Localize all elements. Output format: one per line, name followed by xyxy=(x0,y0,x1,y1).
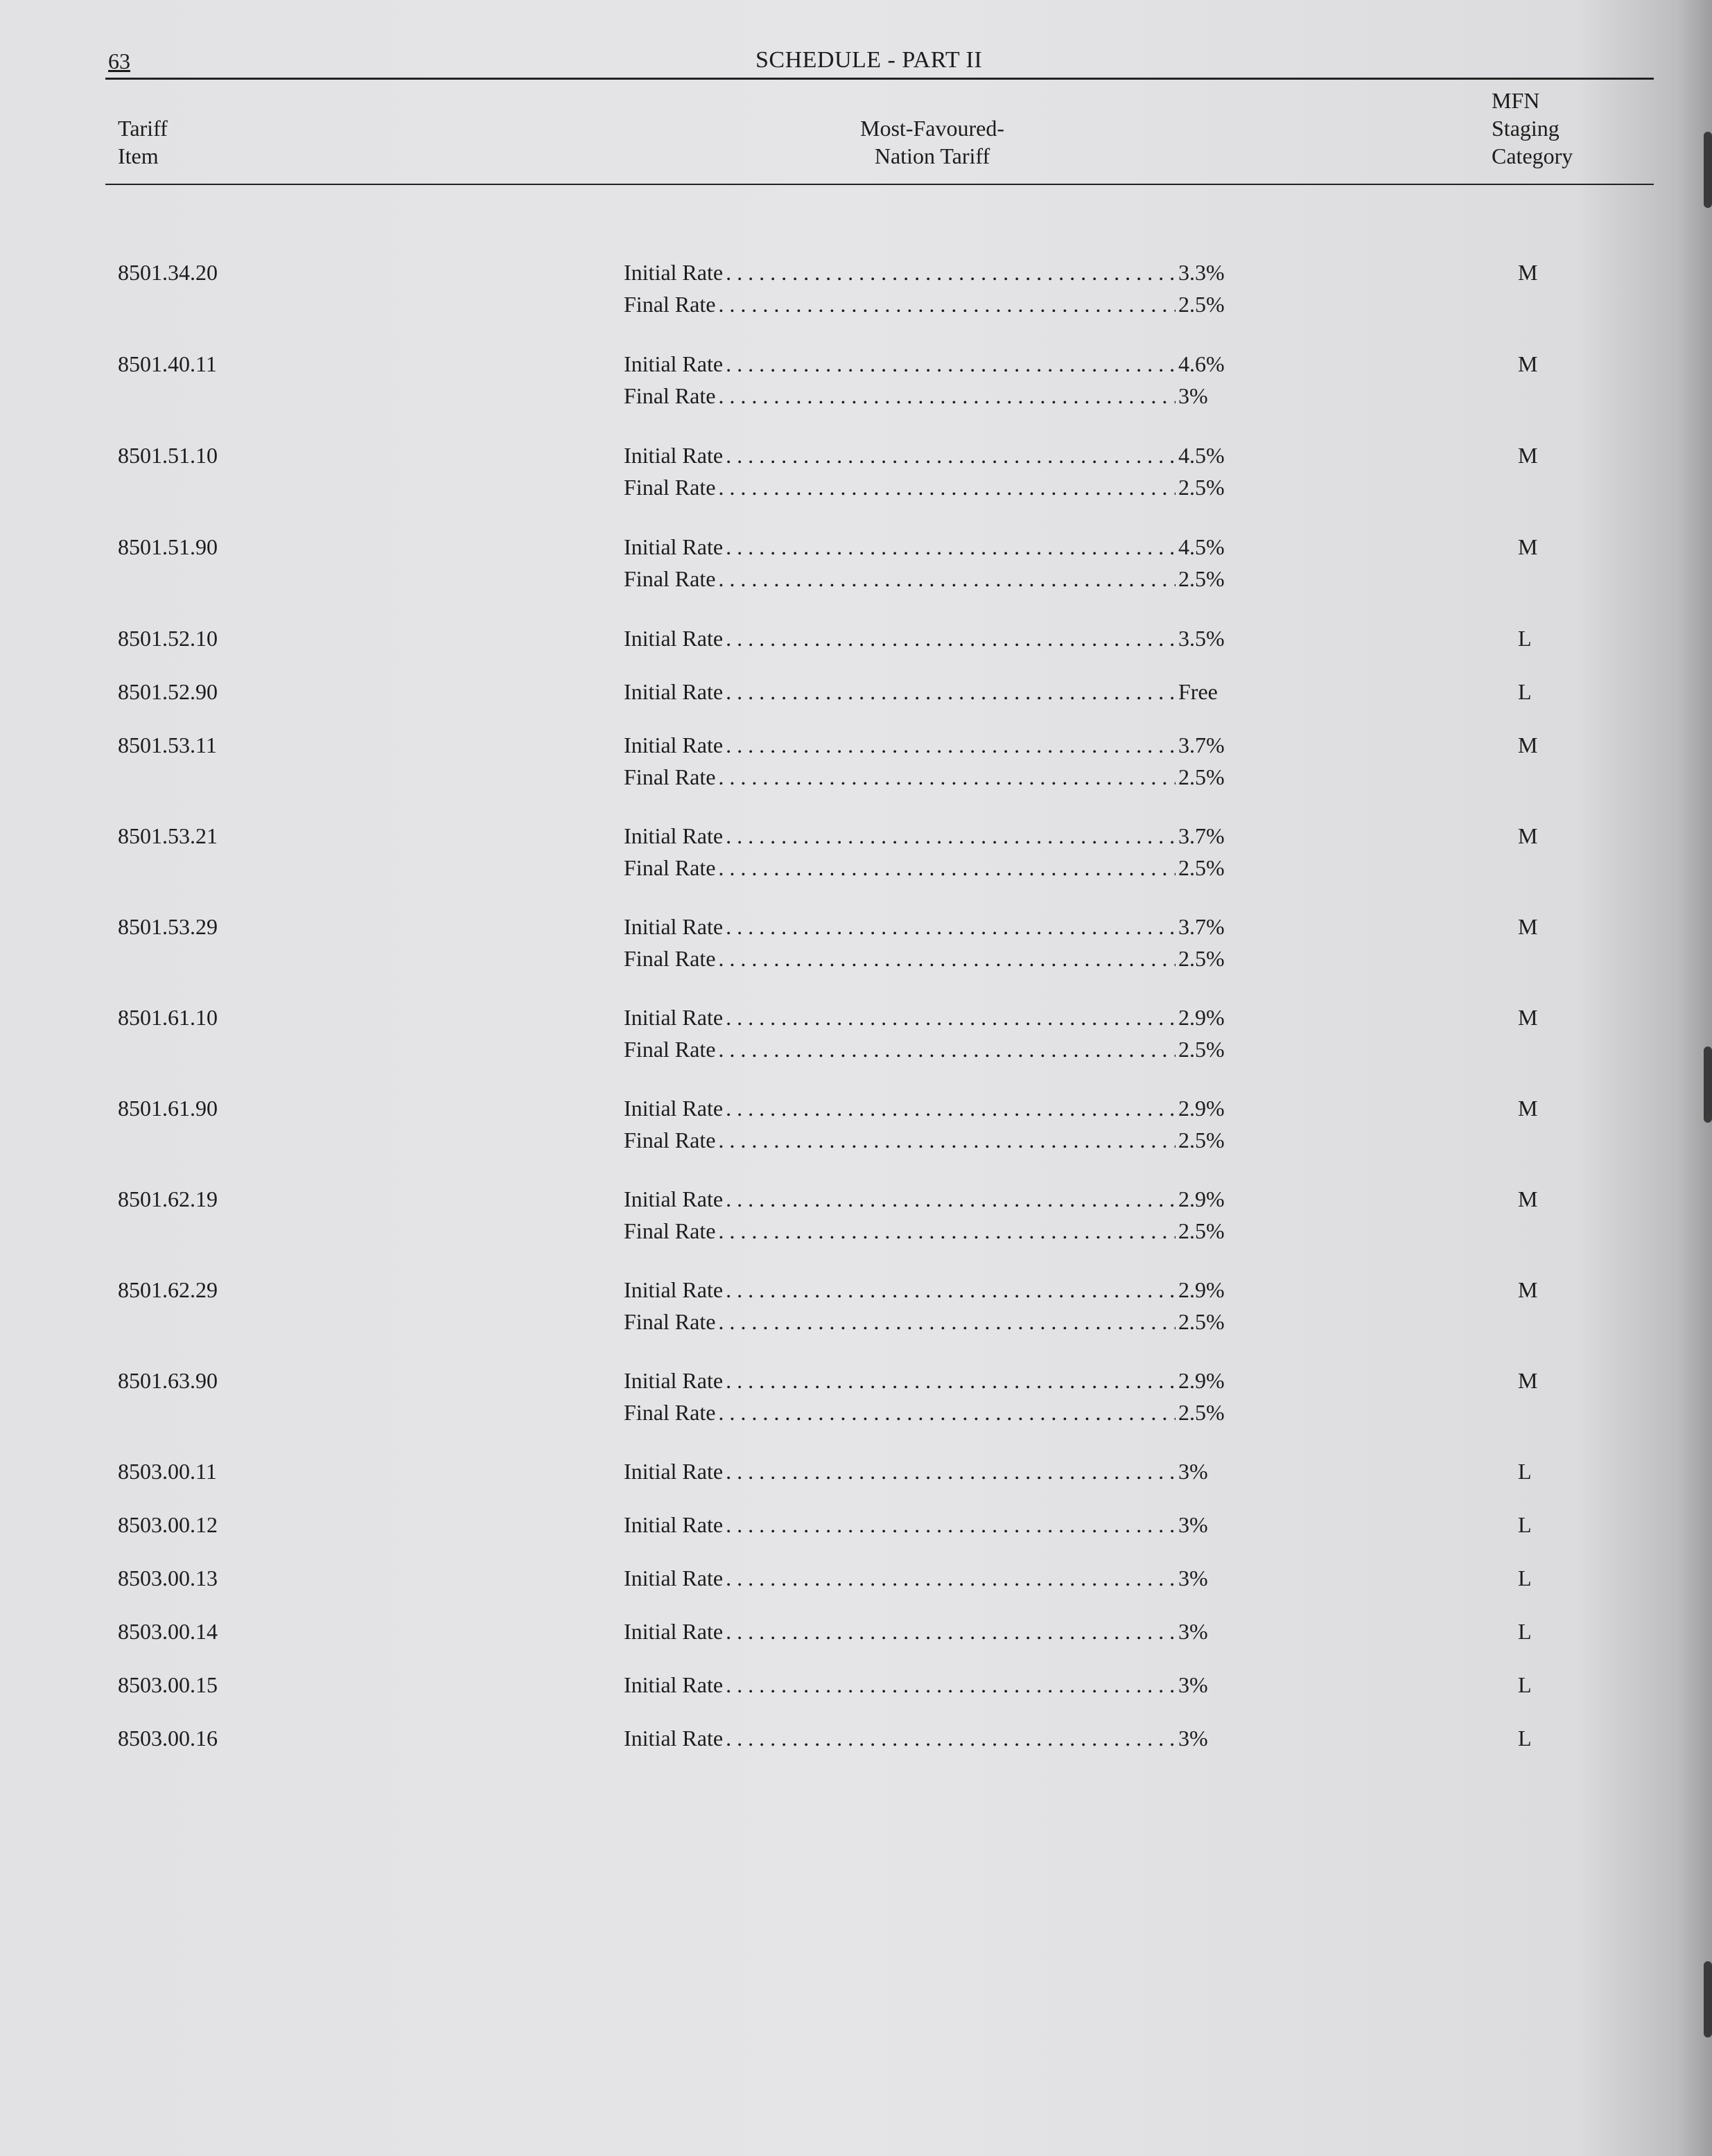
header-rule-top xyxy=(105,78,1654,80)
table-row xyxy=(0,258,1712,342)
page-number: 63 xyxy=(108,49,130,73)
initial-rate-line xyxy=(624,1276,1234,1304)
dot-leader xyxy=(718,1308,1176,1335)
tariff-item-code: 8501.61.90 xyxy=(118,1096,218,1121)
initial-rate-line xyxy=(624,913,1234,940)
tariff-item-code: 8503.00.13 xyxy=(118,1566,218,1590)
rate-value: 3% xyxy=(1178,1672,1208,1697)
rate-value: 3% xyxy=(1178,1619,1208,1644)
initial-rate-line xyxy=(624,258,1234,286)
dot-leader xyxy=(726,258,1176,286)
rate-value: 2.5% xyxy=(1178,475,1225,500)
column-header-mfn-tariff xyxy=(853,114,1012,170)
table-row xyxy=(0,913,1712,996)
column-header-line: Item xyxy=(118,143,159,168)
rate-value: 2.5% xyxy=(1178,1037,1225,1062)
rate-label: Initial Rate xyxy=(624,1368,724,1393)
tariff-item-code: 8503.00.16 xyxy=(118,1726,218,1751)
tariff-item-code: 8501.53.11 xyxy=(118,733,217,757)
tariff-item-code: 8501.62.19 xyxy=(118,1186,218,1211)
staging-category: M xyxy=(1518,1368,1538,1393)
dot-leader xyxy=(726,1671,1176,1699)
tariff-item-code: 8501.40.11 xyxy=(118,351,217,376)
staging-category: L xyxy=(1518,1619,1532,1644)
table-row xyxy=(0,1185,1712,1268)
rate-label: Initial Rate xyxy=(624,1512,724,1537)
final-rate-line xyxy=(624,763,1234,791)
rate-label: Initial Rate xyxy=(624,823,724,848)
rate-label: Initial Rate xyxy=(624,1186,724,1211)
dot-leader xyxy=(726,1724,1176,1752)
rate-value: 3.5% xyxy=(1178,626,1225,651)
dot-leader xyxy=(718,1035,1176,1063)
initial-rate-line xyxy=(624,1724,1234,1752)
rate-label: Final Rate xyxy=(624,1309,716,1334)
table-row xyxy=(0,441,1712,525)
rate-value: 3% xyxy=(1178,1726,1208,1751)
rate-label: Final Rate xyxy=(624,764,716,789)
tariff-item-code: 8501.34.20 xyxy=(118,260,218,285)
dot-leader xyxy=(718,382,1176,410)
rate-label: Initial Rate xyxy=(624,679,724,704)
tariff-item-code: 8503.00.14 xyxy=(118,1619,218,1644)
rate-label: Initial Rate xyxy=(624,1277,724,1302)
rate-value: 2.5% xyxy=(1178,566,1225,591)
rate-value: 4.6% xyxy=(1178,351,1225,376)
final-rate-line xyxy=(624,854,1234,882)
rate-value: 4.5% xyxy=(1178,534,1225,559)
page-title: SCHEDULE - PART II xyxy=(755,47,983,73)
rate-label: Initial Rate xyxy=(624,443,724,468)
rate-label: Final Rate xyxy=(624,1400,716,1425)
initial-rate-line xyxy=(624,1564,1234,1592)
header-rule-bottom xyxy=(105,184,1654,185)
tariff-item-code: 8501.62.29 xyxy=(118,1277,218,1302)
rate-value: 3% xyxy=(1178,1459,1208,1484)
rate-value: Free xyxy=(1178,679,1218,704)
dot-leader xyxy=(718,290,1176,318)
tariff-item-code: 8503.00.12 xyxy=(118,1512,218,1537)
dot-leader xyxy=(726,1003,1176,1031)
rate-label: Initial Rate xyxy=(624,1459,724,1484)
table-row xyxy=(0,731,1712,814)
final-rate-line xyxy=(624,382,1234,410)
initial-rate-line xyxy=(624,1094,1234,1122)
tariff-item-code: 8501.53.21 xyxy=(118,823,218,848)
tariff-item-code: 8501.61.10 xyxy=(118,1005,218,1030)
rate-value: 2.5% xyxy=(1178,1218,1225,1243)
staging-category: M xyxy=(1518,823,1538,848)
dot-leader xyxy=(726,1367,1176,1394)
rate-label: Final Rate xyxy=(624,1128,716,1153)
rate-value: 4.5% xyxy=(1178,443,1225,468)
staging-category: M xyxy=(1518,1096,1538,1121)
initial-rate-line xyxy=(624,1671,1234,1699)
tariff-item-code: 8501.52.90 xyxy=(118,679,218,704)
dot-leader xyxy=(718,1399,1176,1426)
binder-edge-mark xyxy=(1704,132,1712,208)
tariff-item-code: 8501.52.10 xyxy=(118,626,218,651)
rate-label: Final Rate xyxy=(624,292,716,317)
initial-rate-line xyxy=(624,1003,1234,1031)
dot-leader xyxy=(726,731,1176,759)
column-header-line: MFN xyxy=(1492,88,1540,113)
staging-category: L xyxy=(1518,679,1532,704)
staging-category: M xyxy=(1518,443,1538,468)
rate-label: Initial Rate xyxy=(624,1096,724,1121)
rate-value: 2.9% xyxy=(1178,1005,1225,1030)
final-rate-line xyxy=(624,945,1234,972)
dot-leader xyxy=(718,854,1176,882)
staging-category: M xyxy=(1518,1277,1538,1302)
table-row xyxy=(0,1094,1712,1177)
initial-rate-line xyxy=(624,678,1234,705)
rate-value: 2.9% xyxy=(1178,1368,1225,1393)
rate-value: 2.5% xyxy=(1178,1309,1225,1334)
dot-leader xyxy=(726,1618,1176,1645)
rate-value: 2.5% xyxy=(1178,855,1225,880)
dot-leader xyxy=(718,1126,1176,1154)
staging-category: M xyxy=(1518,1005,1538,1030)
table-row xyxy=(0,533,1712,616)
initial-rate-line xyxy=(624,1511,1234,1539)
initial-rate-line xyxy=(624,1367,1234,1394)
rate-value: 2.5% xyxy=(1178,292,1225,317)
dot-leader xyxy=(726,624,1176,652)
initial-rate-line xyxy=(624,533,1234,561)
tariff-item-code: 8503.00.15 xyxy=(118,1672,218,1697)
initial-rate-line xyxy=(624,822,1234,850)
rate-value: 2.5% xyxy=(1178,1128,1225,1153)
dot-leader xyxy=(718,1217,1176,1245)
binder-edge-mark xyxy=(1704,1046,1712,1123)
initial-rate-line xyxy=(624,1185,1234,1213)
staging-category: M xyxy=(1518,733,1538,757)
staging-category: L xyxy=(1518,1459,1532,1484)
initial-rate-line xyxy=(624,441,1234,469)
staging-category: M xyxy=(1518,1186,1538,1211)
rate-value: 3% xyxy=(1178,383,1208,408)
dot-leader xyxy=(726,1094,1176,1122)
final-rate-line xyxy=(624,1399,1234,1426)
final-rate-line xyxy=(624,1035,1234,1063)
rate-value: 2.5% xyxy=(1178,1400,1225,1425)
final-rate-line xyxy=(624,1217,1234,1245)
column-header-line: Tariff xyxy=(118,116,168,141)
rate-value: 2.9% xyxy=(1178,1096,1225,1121)
rate-label: Final Rate xyxy=(624,383,716,408)
rate-value: 2.9% xyxy=(1178,1277,1225,1302)
dot-leader xyxy=(726,533,1176,561)
dot-leader xyxy=(718,565,1176,593)
staging-category: L xyxy=(1518,1672,1532,1697)
table-row xyxy=(0,1724,1712,1807)
initial-rate-line xyxy=(624,350,1234,378)
table-row xyxy=(0,1367,1712,1450)
rate-label: Initial Rate xyxy=(624,733,724,757)
rate-value: 2.5% xyxy=(1178,946,1225,971)
column-header-line: Most-Favoured- xyxy=(860,116,1004,141)
tariff-item-code: 8501.51.10 xyxy=(118,443,218,468)
rate-value: 2.9% xyxy=(1178,1186,1225,1211)
tariff-item-code: 8501.63.90 xyxy=(118,1368,218,1393)
dot-leader xyxy=(726,1185,1176,1213)
final-rate-line xyxy=(624,565,1234,593)
dot-leader xyxy=(726,822,1176,850)
rate-value: 2.5% xyxy=(1178,764,1225,789)
staging-category: L xyxy=(1518,1512,1532,1537)
dot-leader xyxy=(718,763,1176,791)
dot-leader xyxy=(726,1564,1176,1592)
rate-label: Initial Rate xyxy=(624,1619,724,1644)
rate-label: Initial Rate xyxy=(624,534,724,559)
dot-leader xyxy=(726,1276,1176,1304)
binder-edge-mark xyxy=(1704,1961,1712,2037)
rate-label: Final Rate xyxy=(624,566,716,591)
final-rate-line xyxy=(624,473,1234,501)
initial-rate-line xyxy=(624,624,1234,652)
column-header-staging-category xyxy=(1492,87,1573,170)
table-row xyxy=(0,822,1712,905)
staging-category: M xyxy=(1518,914,1538,939)
rate-label: Initial Rate xyxy=(624,914,724,939)
rate-value: 3% xyxy=(1178,1566,1208,1590)
column-header-tariff-item xyxy=(118,114,168,170)
dot-leader xyxy=(726,913,1176,940)
rate-label: Final Rate xyxy=(624,475,716,500)
tariff-item-code: 8501.53.29 xyxy=(118,914,218,939)
staging-category: M xyxy=(1518,351,1538,376)
column-header-line: Staging xyxy=(1492,116,1560,141)
table-row xyxy=(0,1276,1712,1359)
rate-value: 3% xyxy=(1178,1512,1208,1537)
rate-label: Initial Rate xyxy=(624,260,724,285)
dot-leader xyxy=(726,350,1176,378)
rate-label: Final Rate xyxy=(624,946,716,971)
rate-label: Initial Rate xyxy=(624,1005,724,1030)
dot-leader xyxy=(726,1511,1176,1539)
rate-label: Final Rate xyxy=(624,1218,716,1243)
staging-category: L xyxy=(1518,1726,1532,1751)
rate-label: Final Rate xyxy=(624,855,716,880)
dot-leader xyxy=(726,441,1176,469)
dot-leader xyxy=(718,473,1176,501)
table-row xyxy=(0,350,1712,433)
initial-rate-line xyxy=(624,1618,1234,1645)
rate-label: Final Rate xyxy=(624,1037,716,1062)
tariff-item-code: 8501.51.90 xyxy=(118,534,218,559)
dot-leader xyxy=(718,945,1176,972)
rate-label: Initial Rate xyxy=(624,1726,724,1751)
rate-label: Initial Rate xyxy=(624,626,724,651)
tariff-item-code: 8503.00.11 xyxy=(118,1459,217,1484)
initial-rate-line xyxy=(624,1457,1234,1485)
dot-leader xyxy=(726,1457,1176,1485)
table-row xyxy=(0,1003,1712,1087)
column-header-line: Category xyxy=(1492,143,1573,168)
rate-value: 3.7% xyxy=(1178,733,1225,757)
staging-category: M xyxy=(1518,260,1538,285)
staging-category: M xyxy=(1518,534,1538,559)
final-rate-line xyxy=(624,290,1234,318)
column-header-line: Nation Tariff xyxy=(874,143,990,168)
dot-leader xyxy=(726,678,1176,705)
rate-label: Initial Rate xyxy=(624,1672,724,1697)
final-rate-line xyxy=(624,1126,1234,1154)
final-rate-line xyxy=(624,1308,1234,1335)
staging-category: L xyxy=(1518,626,1532,651)
rate-label: Initial Rate xyxy=(624,351,724,376)
initial-rate-line xyxy=(624,731,1234,759)
rate-value: 3.7% xyxy=(1178,914,1225,939)
rate-value: 3.3% xyxy=(1178,260,1225,285)
rate-label: Initial Rate xyxy=(624,1566,724,1590)
rate-value: 3.7% xyxy=(1178,823,1225,848)
staging-category: L xyxy=(1518,1566,1532,1590)
